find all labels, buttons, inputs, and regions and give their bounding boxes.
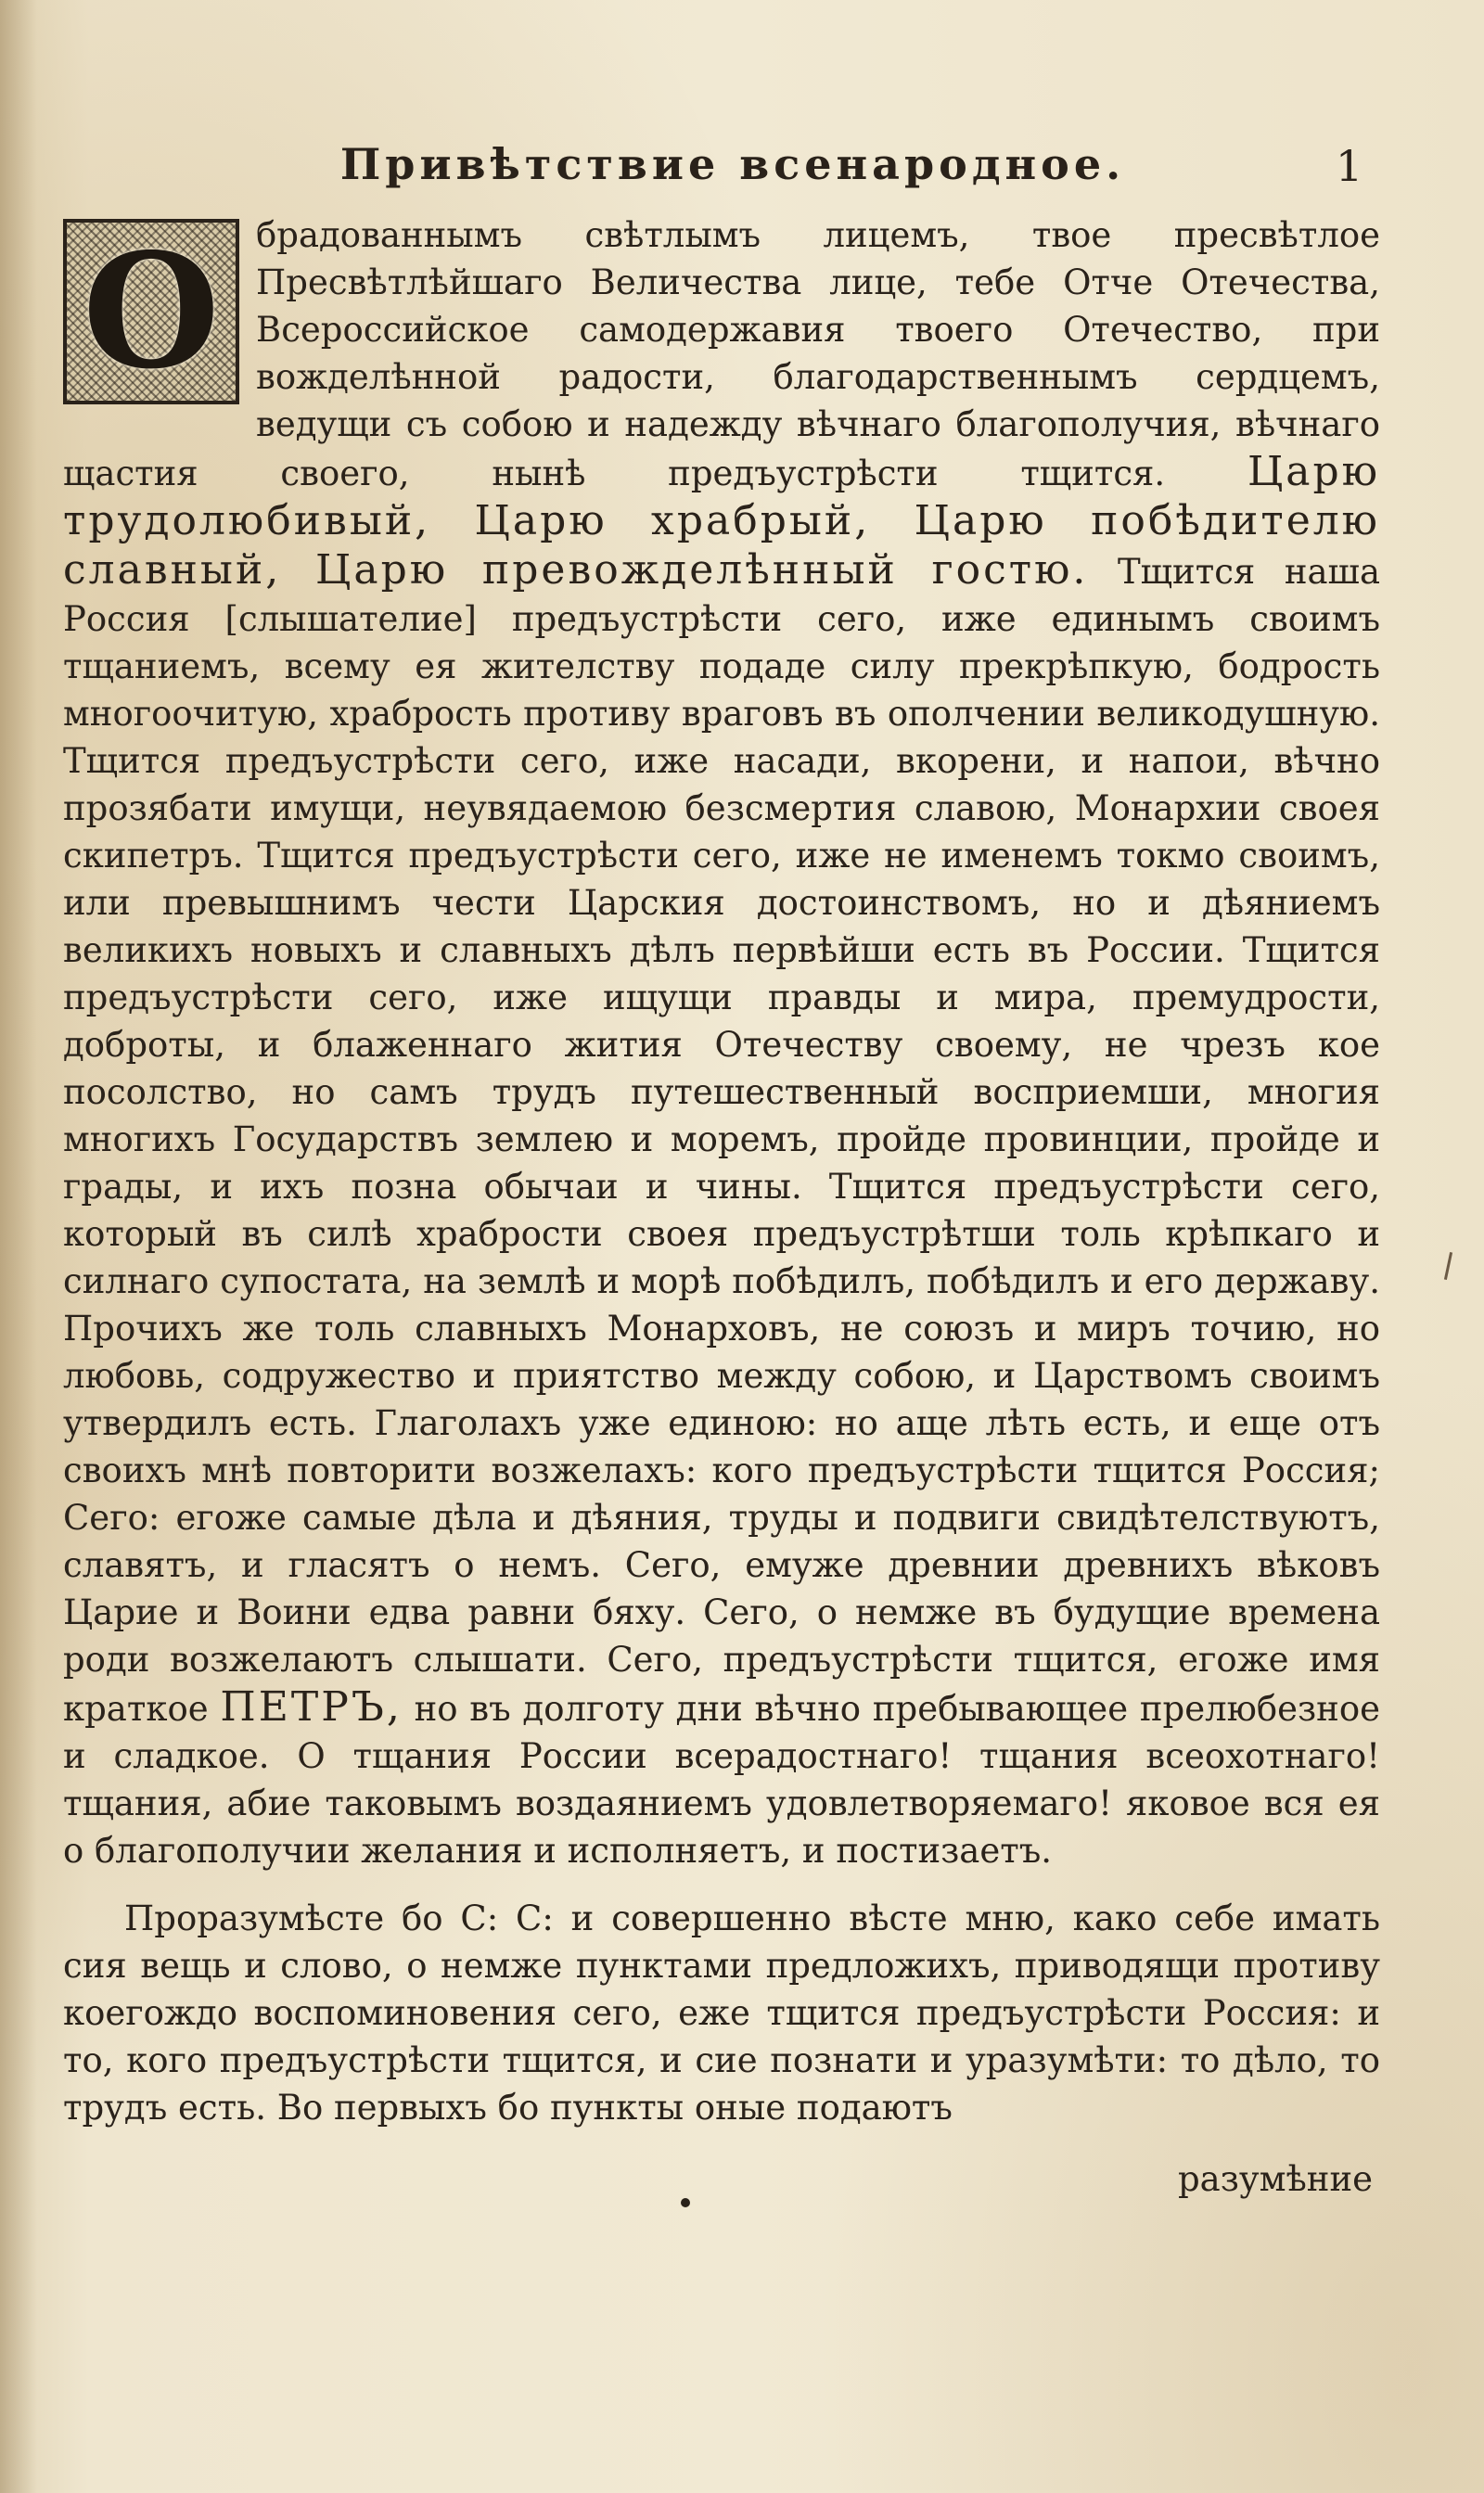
initial-letter: О [82, 219, 221, 404]
margin-pencil-mark [1444, 1252, 1452, 1280]
page-gutter-shadow [0, 0, 37, 2493]
running-head: Привѣтствие всенародное. [339, 139, 1126, 189]
printer-mark [681, 2198, 690, 2207]
decorated-initial [63, 219, 239, 404]
paragraph-1-part-3: но въ долготу дни вѣчно пребывающее прелюбезное и сладкое. О тщания России всерадостнаго! тщания всеохотнаго! тщания, абие таковымъ воздаяниемъ удовлетворяемаго! яковое вся ея о благополучии желания и исполняетъ, и постизаетъ. [63, 1689, 1381, 1871]
catchword: разумѣние [1178, 2159, 1374, 2199]
main-text [63, 211, 1380, 2131]
paragraph-1-part-2: Тщится наша Россия [слышателие] предъустрѣсти сего, иже единымъ своимъ тщаниемъ, всему ея жителству подаде силу прекрѣпкую, бодрость многоочитую, храбрость противу враговъ въ ополчении великодушную. Тщится предъустрѣсти сего, иже насади, вкорени, и напои, вѣчно прозябати имущи, неувядаемою безсмертия славою, Монархии своея скипетръ. Тщится предъустрѣсти сего, иже не именемъ токмо своимъ, или превышнимъ чести Царския достоинствомъ, но и дѣяниемъ великихъ новыхъ и славныхъ дѣлъ первѣйши есть въ России. Тщится предъустрѣсти сего, иже ищущи правды и мира, премудрости, доброты, и блаженнаго жития Отечеству своему, не чрезъ кое посолство, но самъ трудъ путешественный восприемши, многия многихъ Государствъ землею и моремъ, пройде провинции, пройде и грады, и ихъ позна обычаи и чины. Тщится предъустрѣсти сего, который въ силѣ храбрости своея предъустрѣтши толь крѣпкаго и силнаго супостата, на землѣ и морѣ побѣдилъ, побѣдилъ и его державу. Прочихъ же толь славныхъ Монарховъ, не союзъ и миръ точию, но любовь, содружество и приятство между собою, и Царствомъ своимъ утвердилъ есть. Глаголахъ уже единою: но аще лѣть есть, и еще отъ своихъ мнѣ повторити возжелахъ: кого предъустрѣсти тщится Россия; Сего: егоже самые дѣла и дѣяния, труды и подвиги свидѣтелствуютъ, славятъ, и гласятъ о немъ. Сего, емуже древнии древнихъ вѣковъ Царие и Воини едва равни бяху. Сего, о немже въ будущие времена роди возжелаютъ слышати. Сего, предъустрѣсти тщится, егоже имя краткое [63, 552, 1380, 1729]
page-number: 1 [1336, 141, 1363, 191]
page-header [0, 130, 1484, 204]
paragraph-1 [63, 211, 1380, 1874]
paragraph-2: Проразумѣсте бо С: С: и совершенно вѣсте мню, како себе имать сия вещь и слово, о немже пунктами предложихъ, приводящи противу коегождо воспоминовения сего, еже тщится предъустрѣсти Россия: и то, кого предъустрѣсти тщится, и сие познати и уразумѣти: то дѣло, то трудъ есть. Во первыхъ бо пункты оные подаютъ [63, 1899, 1380, 2128]
paragraph-1-part-1: брадованнымъ свѣтлымъ лицемъ, твое пресвѣтлое Пресвѣтлѣйшаго Величества лице, тебе Отче Отечества, Всероссийское самодержавия твоего Отечество, при вожделѣнной радости, благодарственнымъ сердцемъ, ведущи съ собою и надежду вѣчнаго благополучия, вѣчнаго щастия своего, нынѣ предъустрѣсти тщится. [63, 215, 1380, 493]
emphasized-acclamation: Царю трудолюбивый, Царю храбрый, Царю побѣдителю славный, Царю превожделѣнный гостю. [63, 448, 1381, 594]
emphasized-name: ПЕТРЪ, [220, 1683, 403, 1731]
